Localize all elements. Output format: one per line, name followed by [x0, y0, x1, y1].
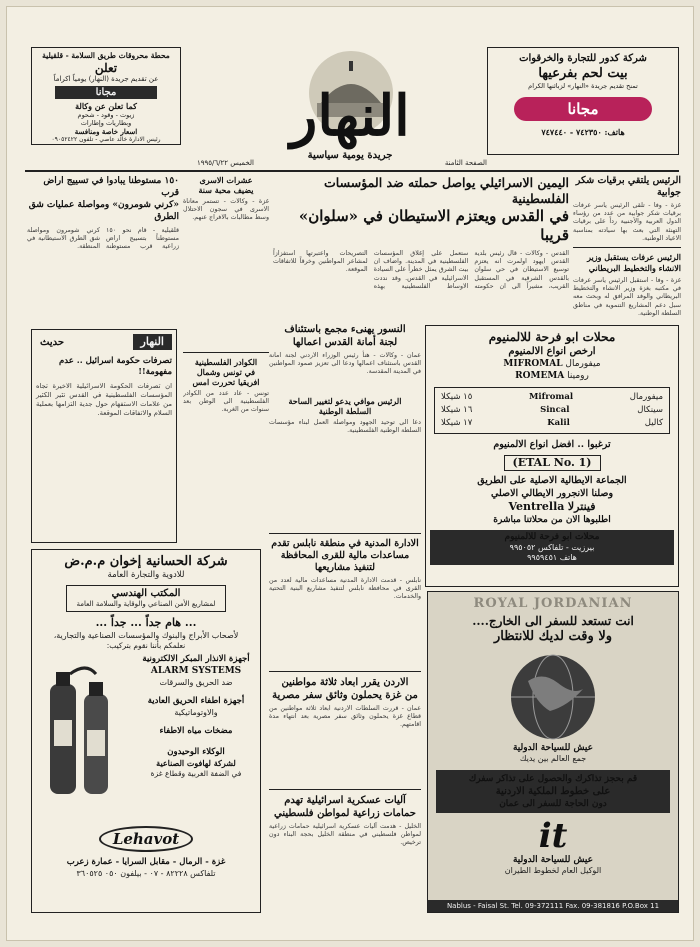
left-ad-line8: اسعار خاصة ومنافسة	[74, 127, 138, 136]
safety-office: المكتب الهندسي	[111, 588, 181, 599]
center-headline-1: النسور يهنىء مجمع باستئناف	[284, 324, 406, 335]
safety-ad	[31, 549, 261, 913]
safety-list	[136, 654, 256, 779]
center-headline-5: آليات عسكرية اسرائيلية تهدم	[284, 795, 406, 806]
safety-company: شركة الحسانية إخوان م.م.ض	[64, 554, 228, 569]
masthead-rule	[25, 170, 679, 172]
center-divider-1	[269, 533, 421, 534]
travel-footer-2: الوكيل العام لخطوط الطيران	[504, 866, 602, 875]
left-ad-line1: محطة محروقات طريق السلامة - قلقيلية	[42, 51, 170, 60]
alu-price-row	[441, 404, 663, 417]
center-headline-5b: حمامات زراعية لمواطن فلسطيني	[274, 808, 416, 819]
left-ad-line9: رئيس الادارة خالد عاصي - تلفون ٠٩٠٥٢٤٢٢	[51, 136, 161, 143]
safety-slogan: ... هام جداً ... جداً ...	[95, 616, 197, 629]
center-text-4: عمان - قررت السلطات الاردنية ابعاد ثلاثة مواطنين من قطاع غزة يحملون وثائق سفر مصرية بعد انتهاء مدة اقامتهم.	[269, 705, 421, 729]
safety-item-3: مضخات مياه الاطفاء	[159, 726, 233, 736]
masthead-title: النهار	[290, 83, 410, 149]
safety-products	[36, 654, 256, 826]
alu-brand-2-ar: رومينا	[567, 371, 589, 381]
alu-brand-1	[430, 358, 674, 370]
center-headline-4b: من غزة يحملون وثائق سفر مصرية	[272, 690, 418, 701]
lead-headline-2: في القدس ويعتزم الاستيطان في «سلوان» قريبا	[298, 207, 569, 244]
editorial-text: ان تصرفات الحكومة الاسرائيلية الاخيرة تجاه المؤسسات الفلسطينية في القدس تثير الكثير من علامات الاستفهام حول جدية التزامها بعملية السلام والاتفاقات الموقعة.	[36, 382, 172, 417]
masthead-right-ad	[487, 47, 679, 155]
mid-headline-2c: افريقيا تحررت امس	[192, 377, 260, 387]
travel-headline-1: انت تستعد للسفر الى الخارج....	[472, 614, 634, 628]
alu-etal: (ETAL No. 1)	[504, 455, 601, 471]
center-text-5: الخليل - هدمت آليات عسكرية اسرائيلية حمامات زراعية لمواطن فلسطيني في منطقة الخليل بحجة البناء دون ترخيص.	[269, 823, 421, 847]
travel-tagline: جمع العالم بين يديك	[519, 754, 587, 763]
mid-headline-2: الكوادر الفلسطينية	[194, 357, 258, 367]
left-text-1: قلقيلية - قام نحو ١٥٠ مستوطناً بتسييج اراض زراعية قرب مستوطنة كرني شومرون ومواصلة شق الطرق الاستيطانية في المنطقة.	[27, 227, 179, 251]
left-ad-line7: وبطاريات وإطارات	[80, 119, 132, 127]
center-headline-1b: لجنة أمانة القدس اعمالها	[292, 337, 398, 348]
safety-address: غزة - الرمال - مقابل السرايا - عمارة زعرب	[66, 857, 226, 867]
mid-text-2: تونس - عاد عدد من الكوادر الفلسطينية الى الوطن بعد سنوات من الغربة.	[183, 390, 269, 414]
alu-footer-3: هاتف ٩٩٥٩٤٥١	[527, 553, 577, 562]
safety-agent: الوكلاء الوحيدون	[167, 747, 225, 757]
right-ad-line2: بيت لحم بفرعيها	[538, 66, 628, 81]
travel-ad	[427, 591, 679, 913]
left-ad-line6: زيوت - وقود - شحوم	[77, 111, 135, 119]
left-ad-line4: مجانا	[55, 86, 157, 99]
alu-brand-1-en: MIFROMAL	[503, 359, 563, 369]
center-column	[269, 323, 421, 913]
alu-brand-2-en: ROMEMA	[515, 371, 565, 381]
alu-line-3-en: Ventrella	[508, 500, 565, 513]
right-headline-2: الرئيس عرفات يستقبل وزير الانشاء والتخطيط البريطاني	[587, 252, 681, 274]
masthead-left-ad	[31, 47, 181, 145]
travel-agency: عيش للسياحة الدولية	[512, 743, 594, 753]
issue-date: الخميس ١٩٩٥/٦/٢٢	[197, 159, 254, 167]
mid-headline-1b: يضيف محبة سنة	[198, 185, 254, 195]
alu-row-2-ar: كاليل	[644, 418, 663, 428]
left-headline-1: ١٥٠ مستوطنا يبادوا في تسييج اراض قرب	[43, 176, 179, 198]
alu-title: محلات ابو فرحة للالمنيوم	[488, 330, 616, 344]
safety-agent-b: لشركة لهافوت الصناعية	[156, 758, 236, 768]
center-divider-3	[269, 789, 421, 790]
travel-footer-en: Nablus - Faisal St. Tel. 09-372111 Fax. 09-381816 P.O.Box 11	[428, 900, 678, 912]
editorial-headline: تصرفات حكومة اسرائيل .. عدم مفهومة!!	[59, 356, 172, 377]
alu-question: ترغبوا .. افضل انواع الالمنيوم	[493, 439, 611, 450]
alu-footer-1: محلات ابو فرحة للالمنيوم	[504, 532, 600, 542]
aluminium-ad	[425, 325, 679, 587]
safety-item-2: أجهزة اطفاء الحريق العادية	[147, 696, 245, 706]
travel-brand-logo: it	[538, 816, 568, 856]
center-text-1: عمان - وكالات - هنأ رئيس الوزراء الاردني لجنة امانة القدس باستئناف اعمالها ودعا الى تعزيز صمود المواطنين في المدينة المقدسة.	[269, 352, 421, 376]
masthead-subtitle: جريدة يومية سياسية	[307, 150, 393, 161]
center-headline-3: الادارة المدنية في منطقة نابلس تقدم	[271, 538, 419, 549]
left-column	[27, 175, 179, 325]
left-ad-line2: تعلن	[94, 61, 118, 75]
mid-text-1: غزة - وكالات - تستمر معاناة الاسرى في سجون الاحتلال وسط مطالبات بالافراج عنهم.	[183, 198, 269, 222]
safety-office-box	[66, 585, 226, 612]
editorial-tag: حديث	[40, 337, 65, 348]
alu-row-2-price: ١٧ شيكلا	[441, 418, 473, 428]
right-headline-1: الرئيس يلتقي برقيات شكر جوابية	[575, 175, 681, 198]
alu-row-1-en: Sincal	[540, 405, 570, 415]
mid-divider	[183, 352, 269, 353]
alu-row-1-price: ١٦ شيكلا	[441, 405, 473, 415]
center-text-2: دعا الى توحيد الجهود ومواصلة العمل لبناء مؤسسات السلطة الوطنية الفلسطينية.	[269, 419, 421, 435]
left-ad-line5: كما تعلن عن وكالة	[75, 101, 137, 111]
travel-book-3: دون الحاجة للسفر الى عمان	[499, 799, 607, 809]
right-ad-line3: تمنح تقديم جريدة «النهار» لزبائنها الكرام	[528, 82, 638, 90]
editorial-box	[31, 329, 177, 543]
alu-row-0-price: ١٥ شيكلا	[441, 392, 473, 402]
alu-offer: ارخص انواع الالمنيوم	[508, 346, 596, 357]
center-divider-2	[269, 671, 421, 672]
safety-line: نعلمكم بأننا نقوم بتركيب:	[106, 641, 186, 650]
travel-book-2: على خطوط الملكية الاردنية	[495, 786, 611, 797]
masthead-logo	[221, 45, 479, 165]
alu-price-row	[441, 391, 663, 404]
safety-company-sub: للادوية والتجارة العامة	[107, 570, 185, 580]
alu-row-1-ar: سينكال	[637, 405, 663, 415]
lead-headline-1: اليمين الاسرائيلي يواصل حملته ضد المؤسسات الفلسطينية	[324, 175, 569, 206]
safety-item-1: أجهزة الانذار المبكر الالكترونية	[142, 654, 250, 664]
page-number: الصفحة الثامنة	[444, 159, 487, 167]
center-text-3: نابلس - قدمت الادارة المدنية مساعدات مالية لعدد من القرى في محافظة نابلس لتنفيذ مشاريع البنية التحتية والخدمات.	[269, 577, 421, 601]
travel-footer-ar: عيش للسياحة الدولية	[512, 855, 594, 865]
alu-footer-2: بيرزيت - تلفاكس ٩٩٥٠٥٢	[509, 543, 595, 552]
right-column	[573, 175, 681, 325]
alu-row-2-en: Kalil	[547, 418, 570, 428]
alu-line-1: الجماعة الايطالية الاصلية على الطريق	[477, 475, 627, 486]
safety-brand-logo: Lehavot	[99, 826, 193, 852]
alu-line-3	[430, 500, 674, 514]
newspaper-page	[6, 6, 694, 941]
alu-footer	[430, 530, 674, 565]
center-headline-4: الاردن يقرر ابعاد ثلاثة مواطنين	[281, 677, 409, 688]
center-headline-2b: السلطة الوطنية	[318, 406, 372, 416]
right-divider	[573, 247, 681, 248]
edition-line	[197, 157, 487, 169]
safety-item-2b: والاوتوماتيكية	[174, 708, 218, 717]
alu-price-row	[441, 417, 663, 430]
travel-airline: ROYAL JORDANIAN	[473, 596, 633, 611]
alu-row-0-ar: ميفورمال	[629, 392, 663, 402]
safety-office-sub: لمشاريع الأمن الصناعي والوقاية والسلامة العامة	[76, 600, 216, 608]
fire-extinguisher-icon	[36, 660, 132, 810]
lead-body: القدس - وكالات - قال رئيس بلدية القدس ايهود اولمرت انه يعتزم توسيع الاستيطان في حي سلوان بالقدس الشرقية في المستقبل القريب، مشيراً الى ان حكومته ستعمل على إغلاق المؤسسات الفلسطينية في المدينة. واضاف ان بيت الشرق يمثل خطراً على السيادة الاسرائيلية في القدس. وقد نددت الاوساط الفلسطينية بهذه التصريحات واعتبرتها استفزازاً لمشاعر المواطنين وخرقاً للاتفاقات الموقعة.	[273, 250, 569, 290]
mid-headline-2b: في تونس وشمال	[196, 367, 256, 377]
travel-headline-2: ولا وقت لديك للانتظار	[493, 629, 613, 644]
alu-row-0-en: Mifromal	[528, 392, 574, 402]
center-headline-3b: مساعدات مالية للقرى المحافظة لتنفيذ مشاريعها	[280, 550, 410, 573]
right-text-2: غزة - وفا - استقبل الرئيس ياسر عرفات في مكتبه بغزة وزير الانشاء والتخطيط البريطاني والوفد المرافق له وبحث معه سبل دعم المشاريع التنموية في مناطق السلطة الوطنية.	[573, 277, 681, 317]
travel-booking-box	[436, 770, 670, 813]
alu-price-table	[434, 387, 670, 434]
alu-line-2: وصلنا الانجرور الايطالي الاصلي	[490, 488, 614, 499]
safety-phone: تلفاكس ٨٢٢٢٨ - ٠٧ - بيلفون ٠٥٠ ٣٦٠٥٢٥	[76, 869, 216, 878]
globe-icon	[498, 651, 608, 743]
right-text-1: غزة - وفا - تلقى الرئيس ياسر عرفات برقيات شكر جوابية من عدد من رؤساء الدول العربية والأجنبية رداً على برقيات التهنئة التي بعث بها سيادته بمناسبة الاعياد الوطنية.	[573, 202, 681, 242]
alu-line-3-ar: فينترلا	[567, 500, 596, 513]
safety-item-1-en: ALARM SYSTEMS	[150, 666, 242, 676]
left-ad-line3: عن تقديم جريدة (النهار) يومياً اكراماً	[53, 75, 159, 83]
alu-brand-1-ar: ميفورمال	[565, 359, 601, 369]
right-ad-free-badge: مجانا	[514, 97, 652, 121]
alu-line-4: اطلبوها الان من محلاتنا مباشرة	[493, 515, 611, 525]
left-headline-1b: «كرني شومرون» ومواصلة عمليات شق الطرق	[28, 200, 179, 222]
lead-story	[273, 175, 569, 320]
alu-brand-2	[430, 370, 674, 382]
right-ad-phone: هاتف: ٧٤٢٣٥٠ - ٧٤٧٤٤٠	[541, 127, 625, 137]
mid-headline-1: عشرات الاسرى	[199, 175, 253, 185]
center-headline-2: الرئيس موافي يدعو لتغيير الساحة	[288, 396, 402, 406]
editorial-brand: النهار	[133, 334, 172, 350]
safety-item-1b: ضد الحريق والسرقات	[159, 678, 233, 687]
travel-book-1: قم بحجز تذاكرك والحصول على تذاكر سفرك	[468, 774, 638, 784]
safety-agent-c: في الضفة الغربية وقطاع غزة	[150, 769, 242, 778]
safety-audience: لأصحاب الأبراج والبنوك والمؤسسات الصناعية والتجارية،	[53, 631, 239, 640]
right-ad-line1: شركة كدور للتجارة والخرقوات	[519, 53, 647, 64]
